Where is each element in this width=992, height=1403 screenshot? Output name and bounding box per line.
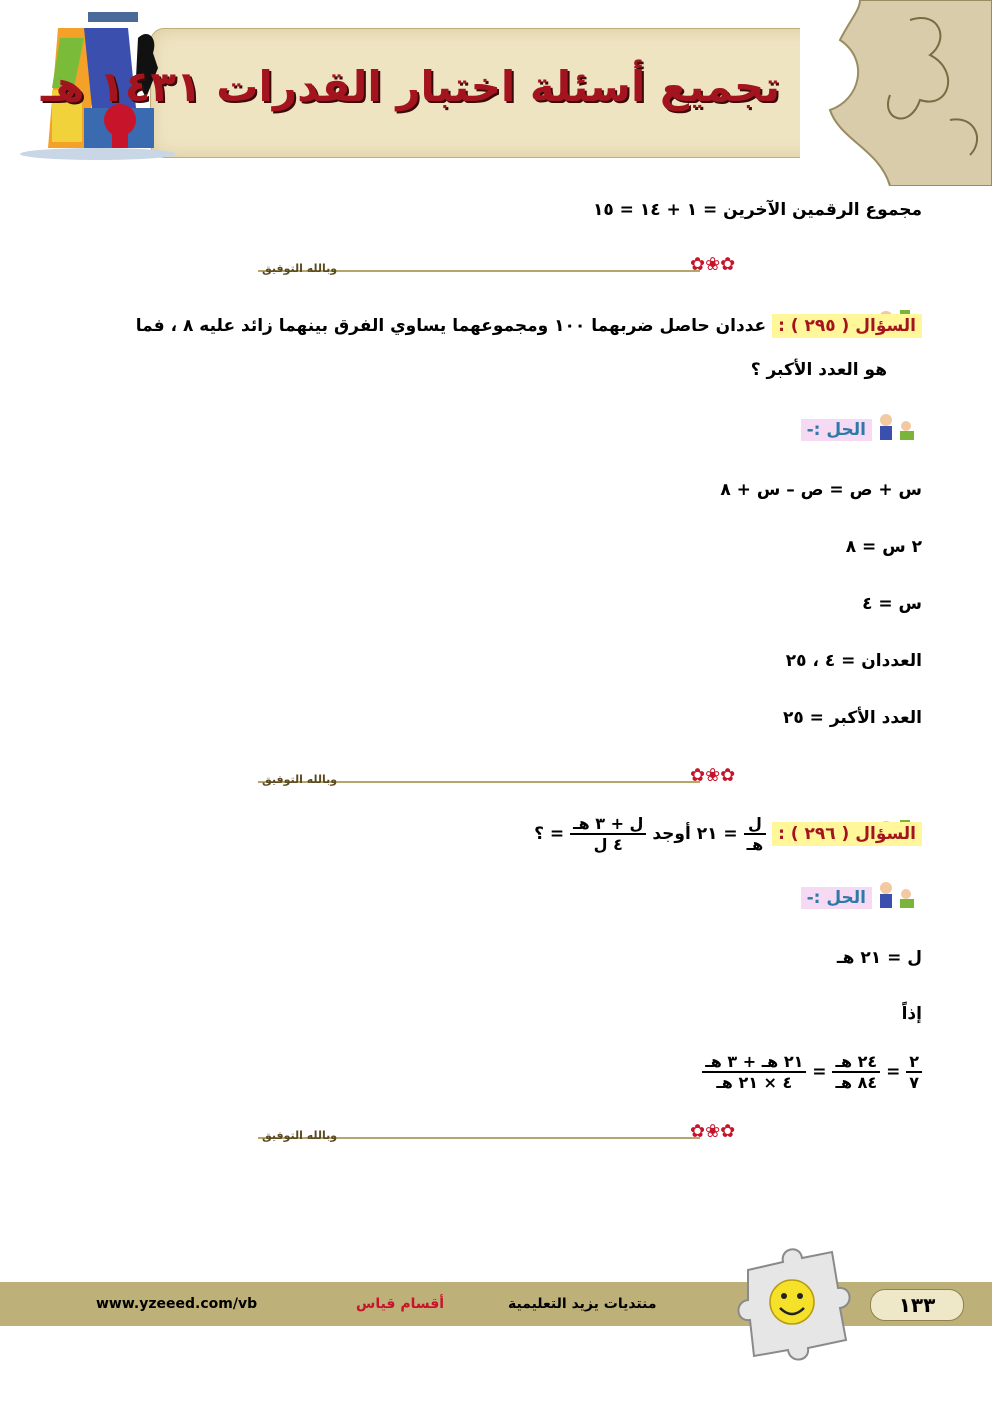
roses-icon: ✿❀✿ [690,1121,736,1142]
footer-section: أقسام قياس [356,1296,445,1312]
fraction-numerator: ل + ٣ هـ [570,814,646,835]
solution-label: الحل :- [801,419,872,441]
solution-label-wrap [801,888,872,908]
smiley-puzzle-icon [728,1240,852,1364]
teacher-student-icon [874,880,920,910]
fraction [702,1052,806,1092]
solution-step: العدد الأكبر = ٢٥ [782,708,922,728]
fraction-numerator: ٢٤ هـ [832,1052,880,1073]
divider-text: وبالله التوفيق [262,262,338,275]
solution-step: س + ص = ص – س + ٨ [720,480,922,500]
divider-text: وبالله التوفيق [262,1129,338,1142]
fraction-numerator: ل [744,814,767,835]
fraction [744,814,767,854]
roses-icon: ✿❀✿ [690,254,736,275]
solution-label: الحل :- [801,887,872,909]
question-296-line [534,814,922,854]
question-label: السؤال ( ٢٩٥ ) : [772,314,922,338]
question-text: هو العدد الأكبر ؟ [750,360,887,380]
equals-sign: = [812,1062,827,1082]
page-number: ١٣٣ [870,1289,964,1321]
fraction [906,1052,922,1092]
question-label: السؤال ( ٢٩٦ ) : [772,822,922,846]
fraction-denominator: هـ [746,835,764,854]
footer-forum-name: منتديات يزيد التعليمية [508,1296,657,1312]
solution-label-wrap [801,420,872,440]
fraction-denominator: ٧ [909,1073,919,1092]
puzzle-decoration-icon [800,0,992,186]
fraction [570,814,646,854]
question-295-line1 [136,316,922,336]
text-line: مجموع الرقمين الآخرين = ١ + ١٤ = ١٥ [592,200,922,220]
question-text: = ؟ [534,824,565,844]
divider-text: وبالله التوفيق [262,773,338,786]
page-title: تجميع أسئلة اختبار القدرات ١٤٣١ هـ [41,62,780,111]
solution-step: ل = ٢١ هـ [836,948,922,968]
fraction-numerator: ٢١ هـ + ٣ هـ [702,1052,806,1073]
question-text: عددان حاصل ضربهما ١٠٠ ومجموعهما يساوي الفرق بينهما زائد عليه ٨ ، فما [135,316,767,336]
solution-step: س = ٤ [862,594,922,614]
footer-website-link[interactable]: www.yzeeed.com/vb [96,1296,258,1312]
fraction [832,1052,880,1092]
solution-step: ٢ س = ٨ [845,537,922,557]
equals-sign: = [886,1062,901,1082]
teacher-student-icon [874,412,920,442]
fraction-denominator: ٤ × ٢١ هـ [716,1073,793,1092]
fraction-denominator: ٨٤ هـ [835,1073,878,1092]
solution-step: العددان = ٤ ، ٢٥ [785,651,922,671]
fraction-denominator: ٤ ل [593,835,623,854]
solution-step: إذاً [901,1004,922,1024]
solution-equation [702,1052,922,1092]
question-text: = ٢١ أوجد [652,824,738,844]
roses-icon: ✿❀✿ [690,765,736,786]
fraction-numerator: ٢ [906,1052,922,1073]
